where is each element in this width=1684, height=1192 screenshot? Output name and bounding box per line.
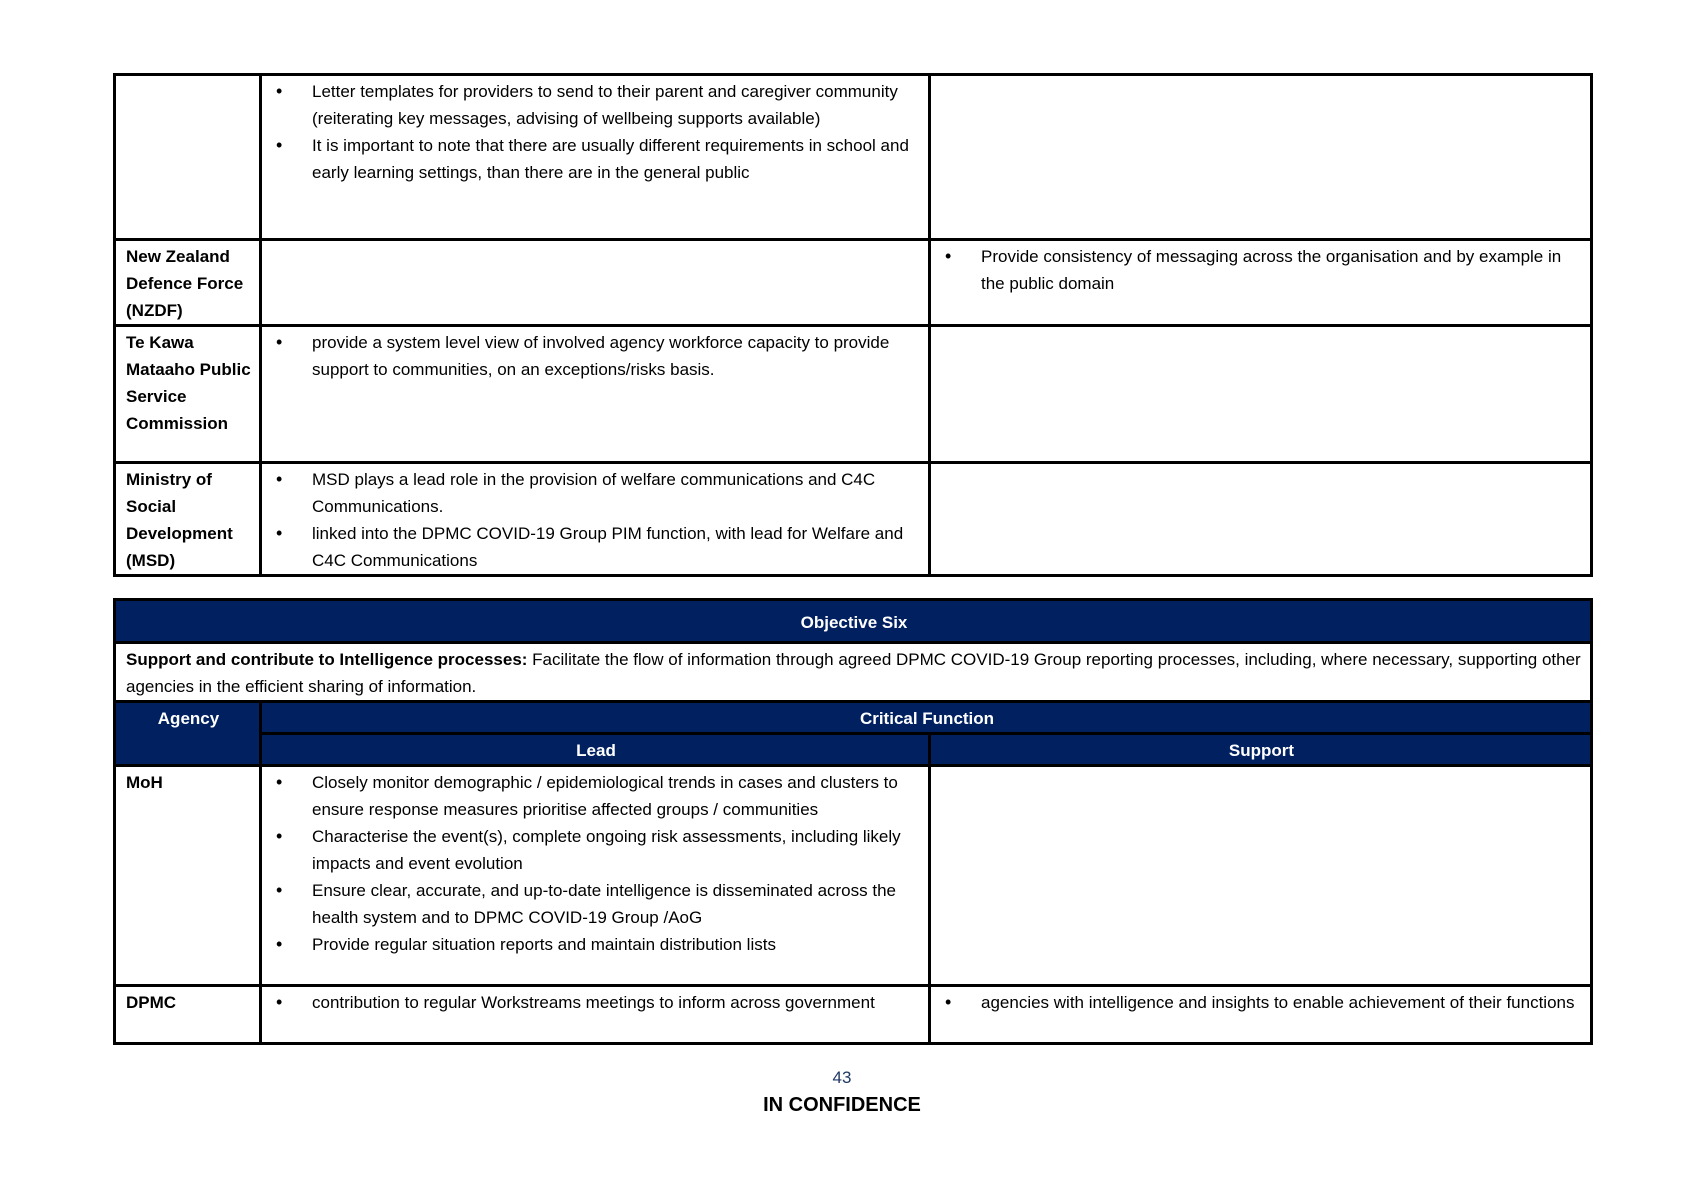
objective-six-table [113, 598, 1593, 1045]
header-agency: Agency [115, 702, 261, 766]
table-row [115, 463, 1592, 576]
list-item: • MSD plays a lead role in the provision of welfare communications and C4C Communications. [312, 466, 920, 520]
page-number: 43 [832, 1068, 852, 1087]
list-item: • Letter templates for providers to send to their parent and caregiver community (reiterating key messages, advising of wellbeing supports available) [312, 78, 920, 132]
table-row [115, 986, 1592, 1044]
objective-title: Objective Six [115, 600, 1592, 643]
agency-cell: Te Kawa Mataaho Public Service Commission [115, 326, 261, 463]
table-row [115, 75, 1592, 240]
list-item: • Provide consistency of messaging across the organisation and by example in the public domain [981, 243, 1582, 297]
lead-cell [261, 766, 930, 986]
support-cell [930, 326, 1592, 463]
header-lead: Lead [261, 734, 930, 766]
support-cell [930, 463, 1592, 576]
agency-cell: New Zealand Defence Force (NZDF) [115, 240, 261, 326]
list-item: • Provide regular situation reports and maintain distribution lists [312, 931, 920, 958]
support-cell [930, 986, 1592, 1044]
agency-cell: Ministry of Social Development (MSD) [115, 463, 261, 576]
header-support: Support [930, 734, 1592, 766]
list-item: • Ensure clear, accurate, and up-to-date intelligence is disseminated across the health system and to DPMC COVID-19 Group /AoG [312, 877, 920, 931]
list-item: • contribution to regular Workstreams meetings to inform across government [312, 989, 920, 1016]
agency-cell: DPMC [115, 986, 261, 1044]
objective-description-bold: Support and contribute to Intelligence processes: [126, 650, 528, 669]
list-item: • It is important to note that there are usually different requirements in school and early learning settings, than there are in the general public [312, 132, 920, 186]
list-item: • provide a system level view of involved agency workforce capacity to provide support to communities, on an exceptions/risks basis. [312, 329, 920, 383]
list-item: • agencies with intelligence and insights to enable achievement of their functions [981, 989, 1582, 1016]
lead-cell [261, 75, 930, 240]
list-item: • Closely monitor demographic / epidemiological trends in cases and clusters to ensure response measures prioritise affected groups / communities [312, 769, 920, 823]
list-item: • Characterise the event(s), complete ongoing risk assessments, including likely impacts and event evolution [312, 823, 920, 877]
agency-cell [115, 75, 261, 240]
lead-cell [261, 463, 930, 576]
support-cell [930, 766, 1592, 986]
agency-cell: MoH [115, 766, 261, 986]
table-row [115, 326, 1592, 463]
table-row [115, 240, 1592, 326]
table-row [115, 766, 1592, 986]
classification-label: IN CONFIDENCE [763, 1094, 921, 1116]
support-cell [930, 75, 1592, 240]
lead-cell [261, 326, 930, 463]
header-critical-function: Critical Function [261, 702, 1592, 734]
list-item: • linked into the DPMC COVID-19 Group PIM function, with lead for Welfare and C4C Communications [312, 520, 920, 574]
support-cell [930, 240, 1592, 326]
agency-table-continued [113, 73, 1593, 577]
objective-description-text: Facilitate the flow of information through agreed DPMC COVID-19 Group reporting processes, including, where necessary, supporting other agencies in the efficient sharing of information. [126, 650, 1581, 696]
lead-cell [261, 986, 930, 1044]
lead-cell [261, 240, 930, 326]
objective-description [115, 643, 1592, 702]
